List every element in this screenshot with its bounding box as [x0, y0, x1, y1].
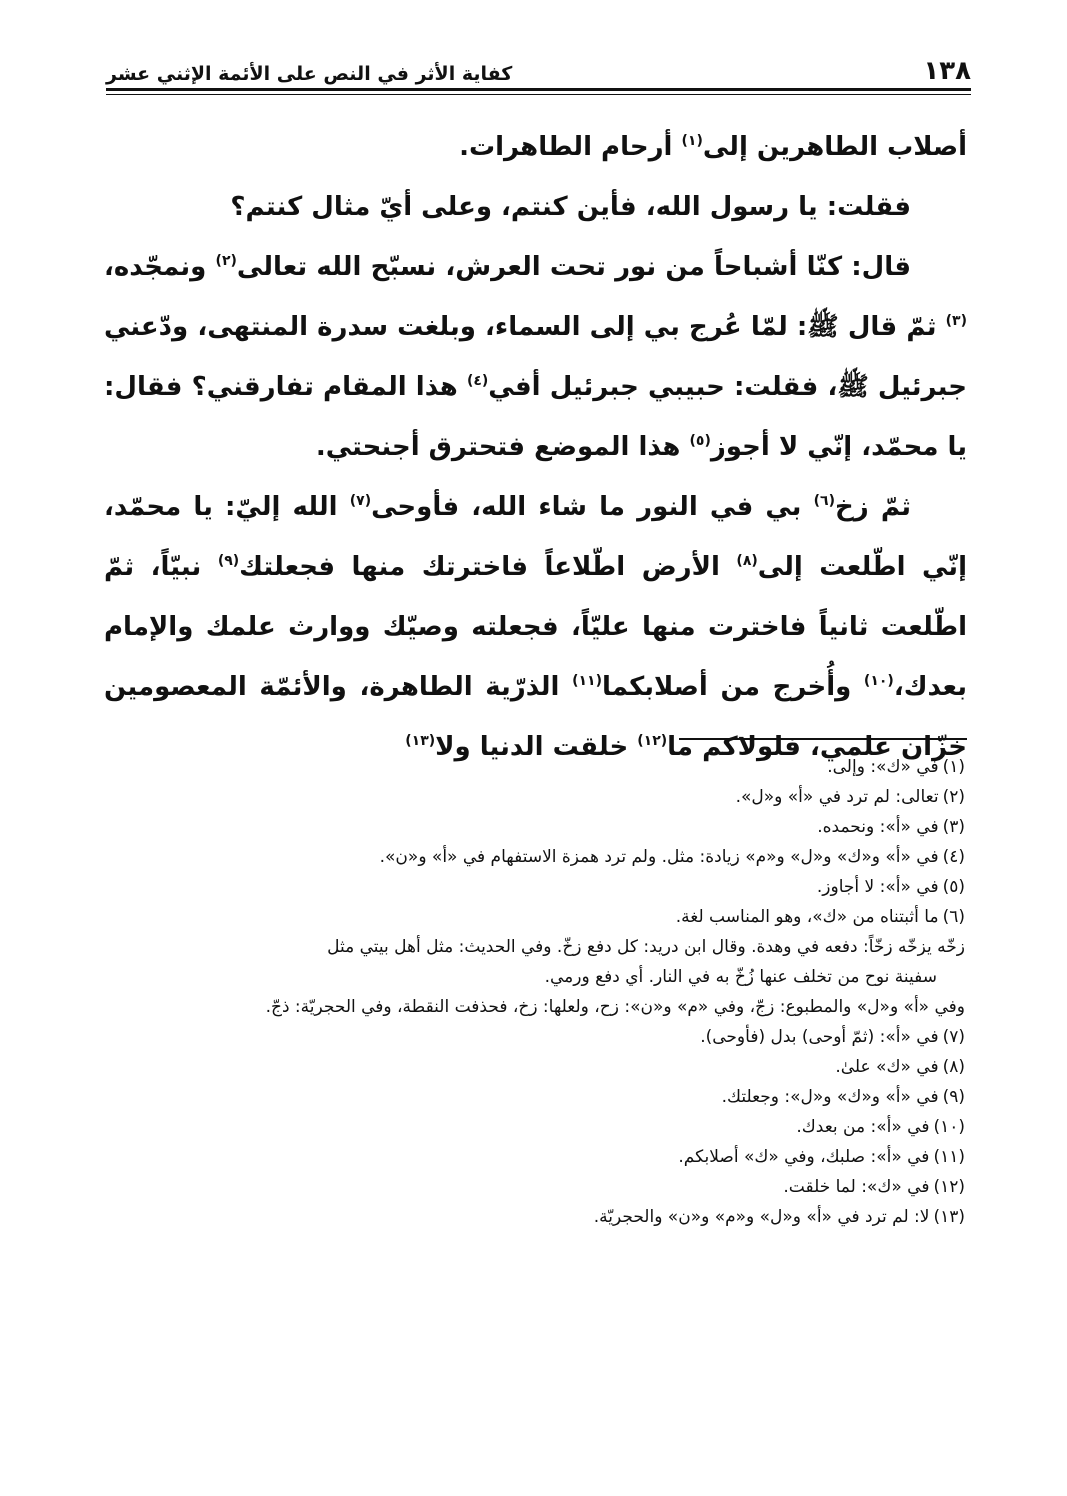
footnote-marker: (٦) [813, 493, 835, 509]
footnote-continuation: زخّه يزخّه زخّاً: دفعه في وهدة. وقال ابن دريد: كل دفع زخّ. وفي الحديث: مثل أهل بيتي مثل سفينة نوح من تخلف عنها زُخّ به في النار. أي دفع ورمي. [327, 937, 965, 987]
footnote-marker: (١٢) [637, 733, 668, 749]
footnote-item: (٣)في «أ»: ونحمده. [817, 817, 965, 837]
footnote-item: (٧)في «أ»: (ثمّ أوحى) بدل (فأوحى). [700, 1027, 965, 1047]
footnote-item: (١)في «ك»: وإلى. [827, 757, 965, 777]
footnote-marker: (١٣) [405, 733, 436, 749]
footnote-continuation: وفي «أ» و«ل» والمطبوع: زجّ، وفي «م» و«ن»: زح، ولعلها: زخ، فحذفت النقطة، وفي الحجريّة: ذجّ. [265, 997, 965, 1017]
main-text [104, 117, 967, 777]
footnote-marker: (٨) [736, 553, 758, 569]
footnote-marker: (٣) [945, 313, 967, 329]
footnote-marker: (١٠) [863, 673, 894, 689]
footnote-marker: (٥) [689, 433, 711, 449]
running-title: كفاية الأثر في النص على الأئمة الإثني عشر [106, 63, 513, 85]
header-rule-thin [106, 94, 971, 95]
footnote-marker: (٩) [217, 553, 240, 569]
footnote-item: (٨)في «ك» علىٰ. [835, 1057, 965, 1077]
header-rule [106, 88, 971, 91]
footnote-separator [679, 738, 967, 740]
page-number: ١٣٨ [923, 56, 971, 86]
footnote-item: (٥)في «أ»: لا أجاوز. [816, 877, 965, 897]
footnote-item: (١٠)في «أ»: من بعدك. [796, 1117, 965, 1137]
footnote-item: (٤)في «أ» و«ك» و«ل» و«م» زيادة: مثل. ولم ترد همزة الاستفهام في «أ» و«ن». [379, 847, 965, 867]
footnote-item: (١١)في «أ»: صلبك، وفي «ك» أصلابكم. [678, 1147, 965, 1167]
paragraph: قال: كنّا أشباحاً من نور تحت العرش، نسبّح الله تعالى$^{(٢)}$ ونمجّده،$^{(٣)}$ ثمّ قال ﷺ: لمّا عُرج بي إلى السماء، وبلغت سدرة المنتهى، ودّعني جبرئيل ﷺ، فقلت: حبيبي جبرئيل أفي$^{(٤)}$ هذا المقام تفارقني؟ فقال: يا محمّد، إنّي لا أجوز$^{(٥)}$ هذا الموضع فتحترق أجنحتي. [104, 252, 967, 462]
footnote-marker: (١) [681, 133, 703, 149]
footnote-item: (١٢)في «ك»: لما خلقت. [783, 1177, 965, 1197]
footnote-item: (١٣)لا: لم ترد في «أ» و«ل» و«م» و«ن» والحجريّة. [593, 1207, 965, 1227]
footnotes [100, 752, 965, 1232]
footnote-item: (٦)ما أثبتناه من «ك»، وهو المناسب لغة. [675, 907, 965, 927]
paragraph: أصلاب الطاهرين إلى$^{(١)}$ أرحام الطاهرات. [459, 132, 967, 162]
footnote-item: (٢)تعالى: لم ترد في «أ» و«ل». [735, 787, 965, 807]
footnote-marker: (١١) [572, 673, 602, 689]
footnote-marker: (٧) [349, 493, 372, 509]
footnote-item: (٩)في «أ» و«ك» و«ل»: وجعلتك. [721, 1087, 965, 1107]
footnote-marker: (٢) [215, 253, 237, 269]
footnote-marker: (٤) [466, 373, 489, 389]
paragraph: ثمّ زخ$^{(٦)}$ بي في النور ما شاء الله، فأوحى$^{(٧)}$ الله إليّ: يا محمّد، إنّي اطّلعت إلى$^{(٨)}$ الأرض اطّلاعاً فاخترتك منها فجعلتك$^{(٩)}$ نبيّاً، ثمّ اطّلعت ثانياً فاخترت منها عليّاً، فجعلته وصيّك ووارث علمك والإمام بعدك،$^{(١٠)}$ وأُخرج من أصلابكما$^{(١١)}$ الذرّية الطاهرة، والأئمّة المعصومين خزّان علمي، فلولاكم ما$^{(١٢)}$ خلقت الدنيا ولا$^{(١٣)}$ [104, 492, 967, 762]
paragraph: فقلت: يا رسول الله، فأين كنتم، وعلى أيّ مثال كنتم؟ [230, 192, 911, 222]
page-header [106, 44, 971, 84]
